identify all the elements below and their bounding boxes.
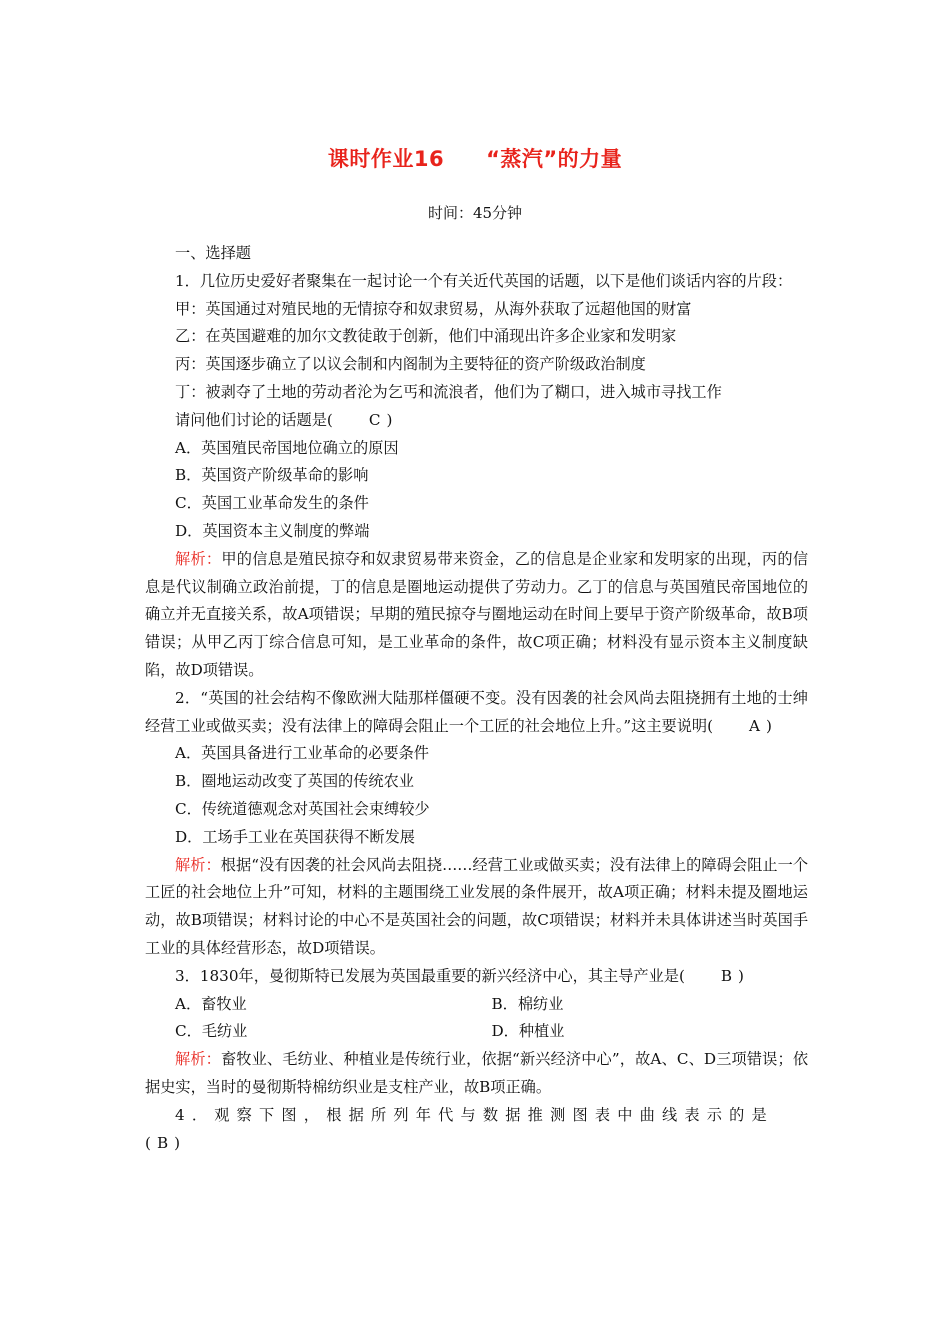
q4-answer-line	[145, 1130, 808, 1158]
q1-statement-yi: 乙：在英国避难的加尔文教徒敢于创新，他们中涌现出许多企业家和发明家	[175, 327, 677, 346]
q2-option-a: A．英国具备进行工业革命的必要条件	[175, 744, 429, 763]
q1-analysis-text: 甲的信息是殖民掠夺和奴隶贸易带来资金，乙的信息是企业家和发明家的出现，丙的信息是代议制确立政治前提，丁的信息是圈地运动提供了劳动力。乙丁的信息与英国殖民帝国地位的确立并无直接关系，故A项错误；早期的殖民掠夺与圈地运动在时间上要早于资产阶级革命，故B项错误；从甲乙丙丁综合信息可知，是工业革命的条件，故C项正确；材料没有显示资本主义制度缺陷，故D项错误。	[145, 549, 809, 679]
q1-statement-ding: 丁：被剥夺了土地的劳动者沦为乞丐和流浪者，他们为了糊口，进入城市寻找工作	[175, 382, 722, 401]
q1-stem: 1．几位历史爱好者聚集在一起讨论一个有关近代英国的话题，以下是他们谈话内容的片段：	[175, 271, 793, 290]
title-lesson: 课时作业16	[327, 147, 445, 171]
question-body	[145, 240, 808, 1157]
title-topic: “蒸汽”的力量	[486, 147, 623, 171]
q4-stem: 4．观察下图，根据所列年代与数据推测图表中曲线表示的是	[175, 1105, 774, 1124]
analysis-label: 解析：	[175, 549, 222, 568]
q3-analysis-text: 畜牧业、毛纺业、种植业是传统行业，依据“新兴经济中心”，故A、C、D三项错误；依据史实，当时的曼彻斯特棉纺织业是支柱产业，故B项正确。	[145, 1050, 809, 1096]
analysis-label: 解析：	[175, 855, 221, 874]
q2-stem-text: 2．“英国的社会结构不像欧洲大陆那样僵硬不变。没有因袭的社会风尚去阻挠拥有土地的士绅经营工业或做买卖；没有法律上的障碍会阻止一个工匠的社会地位上升。”这主要说明(	[145, 688, 808, 735]
q4-open: (	[145, 1133, 151, 1152]
q1-answer: C	[368, 410, 381, 429]
q1-close: )	[386, 410, 393, 429]
q3-close: )	[738, 966, 744, 985]
q3-options-row-2	[145, 1018, 808, 1046]
q2-stem	[145, 685, 808, 741]
q2-option-d: D．工场手工业在英国获得不断发展	[175, 827, 415, 846]
page-title	[0, 143, 950, 173]
q3-option-a: A．畜牧业	[175, 994, 247, 1013]
q1-ask	[145, 407, 808, 435]
q2-option-b: B．圈地运动改变了英国的传统农业	[175, 772, 414, 791]
q1-analysis	[145, 546, 808, 685]
section-heading: 一、选择题	[175, 244, 251, 262]
q3-answer: B	[720, 966, 733, 985]
analysis-label: 解析：	[175, 1050, 221, 1069]
q2-close: )	[766, 716, 772, 735]
q3-analysis	[145, 1046, 808, 1102]
q3-option-d: D．种植业	[491, 1022, 565, 1041]
q1-statement-jia: 甲：英国通过对殖民地的无情掠夺和奴隶贸易，从海外获取了远超他国的财富	[175, 299, 692, 318]
q3-stem-text: 3．1830年，曼彻斯特已发展为英国最重要的新兴经济中心，其主导产业是(	[175, 966, 685, 985]
q1-statement-bing: 丙：英国逐步确立了以议会制和内阁制为主要特征的资产阶级政治制度	[175, 355, 646, 374]
time-limit: 时间：45分钟	[427, 204, 523, 222]
q2-analysis	[145, 852, 808, 963]
q1-option-d: D．英国资本主义制度的弊端	[175, 521, 370, 540]
q1-option-a: A．英国殖民帝国地位确立的原因	[175, 438, 399, 457]
q1-option-b: B．英国资产阶级革命的影响	[175, 466, 369, 485]
q2-option-c: C．传统道德观念对英国社会束缚较少	[175, 799, 430, 818]
q3-option-b: B．棉纺业	[491, 994, 564, 1013]
q3-stem	[145, 963, 808, 991]
q2-answer: A	[749, 716, 760, 735]
q3-option-c: C．毛纺业	[175, 1022, 248, 1041]
q1-option-c: C．英国工业革命发生的条件	[175, 494, 369, 513]
q3-options-row-1	[145, 991, 808, 1019]
q1-ask-text: 请问他们讨论的话题是(	[175, 410, 333, 429]
q2-analysis-text: 根据“没有因袭的社会风尚去阻挠……经营工业或做买卖；没有法律上的障碍会阻止一个工匠的社会地位上升”可知，材料的主题围绕工业发展的条件展开，故A项正确；材料未提及圈地运动，故B项错误；材料讨论的中心不是英国社会的问题，故C项错误；材料并未具体讲述当时英国手工业的具体经营形态，故D项错误。	[145, 855, 809, 957]
q4-close: )	[174, 1133, 181, 1152]
q4-answer: B	[156, 1133, 169, 1152]
